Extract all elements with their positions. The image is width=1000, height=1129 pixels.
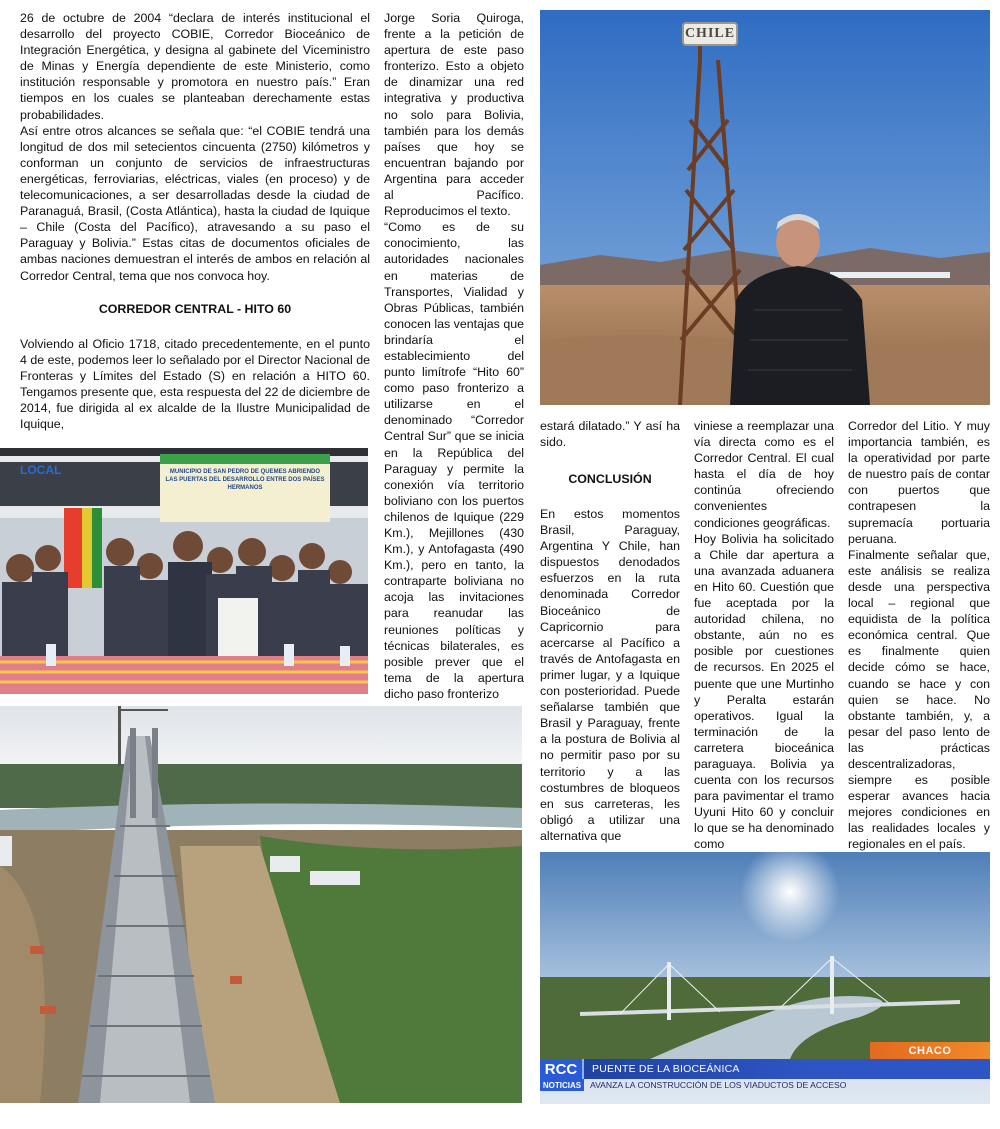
section-heading-corredor-central: CORREDOR CENTRAL - HITO 60 — [98, 302, 292, 316]
news-subheadline-bar — [540, 1079, 990, 1091]
intro-paragraph-2: Así entre otros alcances se señala que: “el COBIE tendrá una longitud de dos mil setecientos cincuenta (2750) kilómetros y conforman un conjunto de servicios de infraestructuras energéticas, ferroviarias, eléctricas, viales (en proceso) y de telecomunicaciones, a ser desarrolladas desde la ciudad de Paranaguá, Brasil, (Costa Atlántica), hasta la ciudad de Iquique – Chile (Costa del Pacífico), atravesando a su paso el Paraguay y Bolivia.” Estas citas de documentos oficiales de ambas naciones demuestran el interés de ambos en relación al Corredor Central, tema que nos convoca hoy. — [20, 123, 370, 283]
chaco-location-tag: CHACO — [870, 1042, 990, 1059]
column-2-paragraph-1: Jorge Soria Quiroga, frente a la petición de apertura de este paso fronterizo. Esto a objeto de dinamizar una red integrativa y productiva no solo para Bolivia, también para los demás países que hoy se encuentran bajando por Argentina para acceder al Pacífico. Reproducimos el texto. — [384, 11, 524, 219]
noticias-label: NOTICIAS — [540, 1079, 584, 1091]
news-headline: PUENTE DE LA BIOCEÁNICA — [592, 1063, 740, 1075]
intro-paragraph-1: 26 de octubre de 2004 “declara de interés institucional el desarrollo del proyecto COBIE, Corredor Bioceánico de Integración Energética, y designa al gabinete del Viceministro de Minas y Energía dependiente de este Ministerio, como institución responsable y promotora en nuestro país.” Eran tiempos en los cuales se planteaban derechamente estas probabilidades. — [20, 11, 370, 122]
news-headline-bar — [540, 1059, 990, 1079]
rcc-logo: RCC — [540, 1059, 584, 1079]
column-5-text — [848, 418, 990, 853]
column-4-paragraph-1: viniese a reemplazar una vía directa como es el Corredor Central. El cual hasta el día de hoy continúa ofreciendo convenientes condiciones geográficas. — [694, 419, 834, 530]
photo-hito-60-border-marker — [540, 10, 990, 405]
column-4-text — [694, 418, 834, 853]
column-1-intro — [20, 10, 370, 284]
column-1-paragraph-3: Volviendo al Oficio 1718, citado precedentemente, en el punto 4 de este, podemos leer lo señalado por el Director Nacional de Fronteras y Límites del Estado (S) en relación a HITO 60. Tengamos presente que, esta respuesta del 22 de diciembre de 2014, fue dirigida al ex alcalde de la Ilustre Municipalidad de Iquique, — [20, 337, 370, 432]
photo-rcc-bioceanic-bridge — [540, 852, 990, 1104]
chile-border-sign: CHILE — [682, 22, 738, 46]
column-2-text — [384, 10, 524, 702]
column-3-text: En estos momentos Brasil, Paraguay, Argentina Y Chile, han dispuestos denodados esfuerzos en la ruta denominada Corredor Bioceánico de Capricornio para acercarse al Pacífico a través de Antofagasta en primer lugar, y a Iquique con posterioridad. Puede señalarse también que Brasil y Paraguay, frente a la postura de Bolivia al no permitir paso por su territorio y a las costumbres de bloqueos en sus carreteras, les obligó a utilizar una alternativa que — [540, 507, 680, 843]
column-5-paragraph-2: Finalmente señalar que, este análisis se realiza desde una perspectiva local – regional que equidista de la política económica central. Que es finalmente quien decide cómo se hace, cuando se hace y con quien se hace. No obstante también, y, a pesar del paso lento de las prácticas descentralizadoras, siempre es posible esperar avances hacia mejores condiciones en las realidades locales y regionales en el país. — [848, 547, 990, 852]
photo-bridge-construction — [0, 706, 522, 1103]
bridge-construction-scene — [0, 706, 522, 1103]
municipal-banner-text: MUNICIPIO DE SAN PEDRO DE QUEMES ABRIENDO LAS PUERTAS DEL DESARROLLO ENTRE DOS PAÍSES HERMANOS — [165, 469, 325, 491]
column-5-paragraph-1: Corredor del Litio. Y muy importancia también, es la operatividad por parte de nuestro país de contar con puertos que contrapesen la supremacía portuaria peruana. — [848, 419, 990, 546]
section-heading-conclusion: CONCLUSIÓN — [568, 472, 652, 486]
bus-sign-text: LOCAL — [20, 463, 62, 477]
photo-meeting-press-conference — [0, 448, 368, 694]
column-3-top: estará dilatado.” Y así ha sido. — [540, 419, 680, 450]
column-2-quote: “Como es de su conocimiento, las autoridades nacionales en materias de Transportes, Vialidad y Obras Públicas, también conocen las ventajas que brindaría el establecimiento del punto limítrofe “Hito 60” como paso fronterizo a utilizarse en el denominado “Corredor Central Sur” que se inicia en la República del Paraguay y permite la conexión vía territorio boliviano con los puertos chilenos de Iquique (229 Km.), Mejillones (430 Km.), y Antofagasta (490 Km.), pero en tanto, la contraparte boliviana no acoja las invitaciones para reanudar las reuniones políticas y técnicas bilaterales, es posible prever que el tema de la apertura dicho paso fronterizo — [384, 220, 524, 701]
news-subheadline: AVANZA LA CONSTRUCCIÓN DE LOS VIADUCTOS DE ACCESO — [590, 1080, 847, 1090]
column-4-paragraph-2: Hoy Bolivia ha solicitado a Chile dar apertura a una avanzada aduanera en Hito 60. Cuestión que fue aceptada por la autoridad chilena, no obstante, aún no es posible por cuestiones de recursos. En 2025 el puente que une Murtinho y Peralta estarán operativos. Igual la terminación de la carretera bioceánica paraguaya. Bolivia ya cuenta con los recursos para pavimentar el tramo Uyuni Hito 60 y concluir lo que se ha denominado como — [694, 531, 834, 852]
border-marker-scene — [540, 10, 990, 405]
